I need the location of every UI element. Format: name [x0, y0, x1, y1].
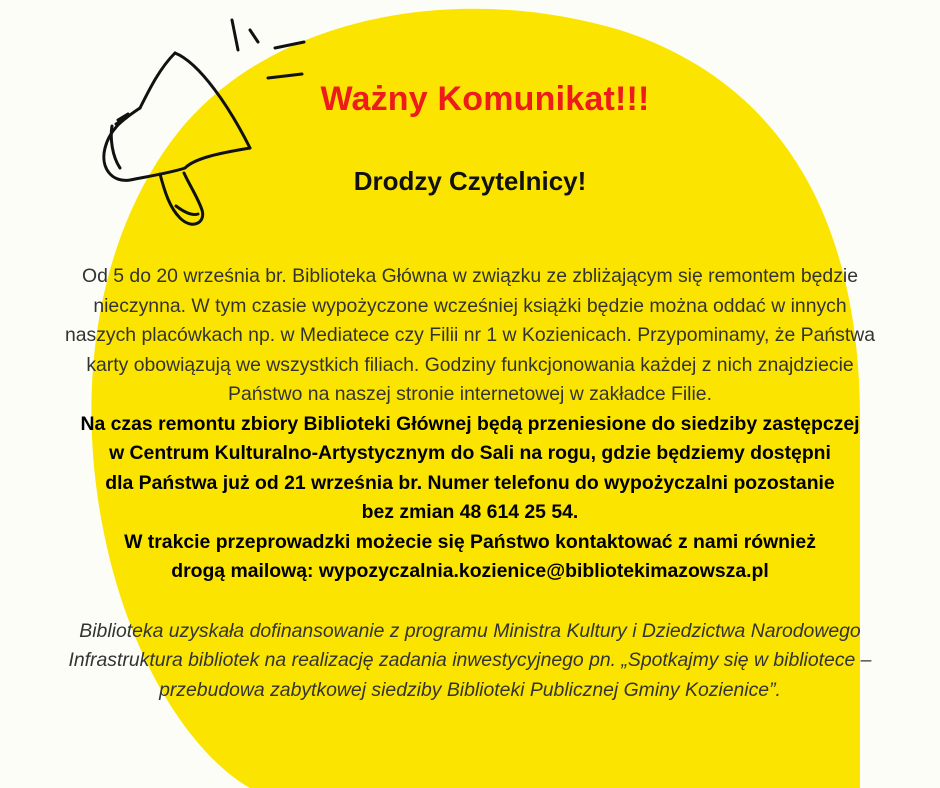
bold-line: dla Państwa już od 21 września br. Numer telefonu do wypożyczalni pozostanie — [105, 471, 835, 494]
funding-line: przebudowa zabytkowej siedziby Biblioteki Publicznej Gminy Kozienice”. — [159, 678, 781, 701]
funding-line: Biblioteka uzyskała dofinansowanie z programu Ministra Kultury i Dziedzictwa Narodowego — [79, 619, 861, 642]
bold-line: w Centrum Kulturalno-Artystycznym do Sali na rogu, gdzie będziemy dostępni — [109, 442, 831, 464]
paragraph-line: Od 5 do 20 września br. Biblioteka Główna w związku ze zbliżającym się remontem będzie — [82, 265, 858, 287]
greeting-heading: Drodzy Czytelnicy! — [353, 166, 587, 196]
announcement-title: Ważny Komunikat!!! — [320, 80, 650, 118]
paragraph-line: nieczynna. W tym czasie wypożyczone wcześniej książki będzie można oddać w innych — [93, 294, 847, 317]
section-spacer — [0, 587, 940, 617]
paragraph-line: karty obowiązują we wszystkich filiach. Godziny funkcjonowania każdej z nich znajdziecie — [86, 353, 854, 376]
email-contact-line: drogą mailową: wypozyczalnia.kozienice@bibliotekimazowsza.pl — [171, 560, 769, 582]
paragraph-line: Państwo na naszej stronie internetowej w zakładce Filie. — [228, 383, 712, 405]
phone-number-line: bez zmian 48 614 25 54. — [361, 501, 579, 523]
bold-line: Na czas remontu zbiory Biblioteki Głównej będą przeniesione do siedziby zastępczej — [80, 412, 860, 435]
megaphone-icon — [80, 8, 330, 238]
announcement-body — [0, 262, 940, 705]
funding-line: Infrastruktura bibliotek na realizację zadania inwestycyjnego pn. „Spotkajmy się w bibliotece – — [68, 649, 872, 671]
bold-line: W trakcie przeprowadzki możecie się Państwo kontaktować z nami również — [124, 530, 816, 553]
paragraph-line: naszych placówkach np. w Mediatece czy Filii nr 1 w Kozienicach. Przypominamy, że Państwa — [64, 324, 876, 346]
